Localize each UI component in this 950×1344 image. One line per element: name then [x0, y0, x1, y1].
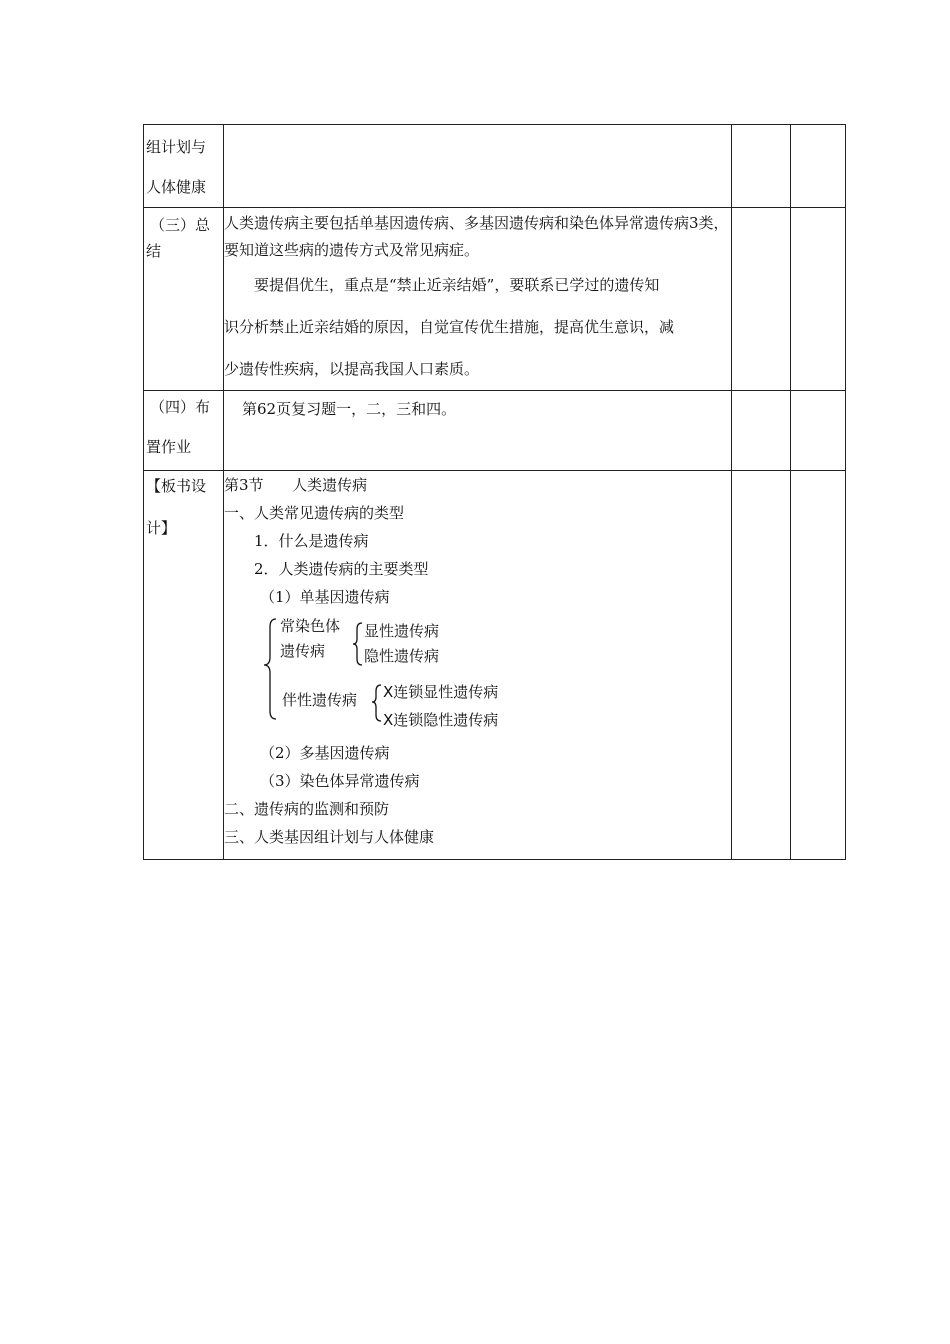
- diagram-label-dominant: 显性遗传病: [364, 622, 440, 640]
- diagram-label-x-recessive: X连锁隐性遗传病: [383, 711, 499, 729]
- outer-brace: [264, 619, 276, 719]
- board-line: 二、遗传病的监测和预防: [224, 800, 390, 818]
- row-label-cell: [144, 208, 224, 391]
- summary-paragraph-2: 要提倡优生，重点是“禁止近亲结婚”，要联系已学过的遗传知: [254, 276, 660, 294]
- diagram-label-x-dominant: X连锁显性遗传病: [383, 683, 499, 701]
- row-label: （四）布 置作业: [146, 398, 211, 456]
- table-row: [144, 125, 846, 208]
- lesson-table: [143, 124, 846, 860]
- diagram-label-autosomal-2: 遗传病: [280, 642, 326, 660]
- summary-cell: 人类遗传病主要包括单基因遗传病、多基因遗传病和染色体异常遗传病3类，要知道这些病的遗传方式及常见病症。 要提倡优生，重点是“禁止近亲结婚”，要联系已学过的遗传知 识分析禁止近亲结婚的原因，自觉宣传优生措施，提高优生意识，减 少遗传性疾病，以提高我国人口素质。: [224, 208, 732, 391]
- board-line: 1．什么是遗传病: [254, 532, 369, 550]
- summary-paragraph: 人类遗传病主要包括单基因遗传病、多基因遗传病和染色体异常遗传病3类，要知道这些病的遗传方式及常见病症。: [224, 214, 729, 259]
- inner-brace-autosomal: [353, 623, 362, 665]
- homework-text: 第62页复习题一，二，三和四。: [242, 400, 457, 418]
- row-label: 组计划与 人体健康: [146, 138, 207, 196]
- board-design-cell: [224, 471, 732, 860]
- board-line: （2）多基因遗传病: [260, 744, 390, 762]
- board-line: 2．人类遗传病的主要类型: [254, 560, 429, 578]
- row-label: 【板书设 计】: [146, 477, 207, 537]
- board-title: 第3节 人类遗传病: [224, 476, 368, 494]
- diagram-label-recessive: 隐性遗传病: [364, 647, 440, 665]
- homework-cell: [224, 391, 732, 471]
- empty-cell: [732, 471, 791, 860]
- board-line: （1）单基因遗传病: [260, 588, 390, 606]
- table-row: [144, 391, 846, 471]
- board-line: 三、人类基因组计划与人体健康: [224, 828, 435, 846]
- row-label-cell: [144, 471, 224, 860]
- empty-cell: [791, 471, 846, 860]
- diagram-label-autosomal: 常染色体: [280, 617, 341, 635]
- table-row: [144, 471, 846, 860]
- content-cell: [224, 125, 732, 208]
- row-label-cell: [144, 125, 224, 208]
- empty-cell: [791, 125, 846, 208]
- empty-cell: [732, 208, 791, 391]
- empty-cell: [732, 391, 791, 471]
- table-row: [144, 208, 846, 391]
- diagram-label-sexlinked: 伴性遗传病: [282, 691, 358, 709]
- inner-brace-sexlinked: [372, 685, 381, 721]
- board-line: （3）染色体异常遗传病: [260, 772, 420, 790]
- empty-cell: [791, 208, 846, 391]
- row-label: （三）总 结: [146, 216, 211, 260]
- empty-cell: [791, 391, 846, 471]
- empty-cell: [732, 125, 791, 208]
- board-line: 一、人类常见遗传病的类型: [224, 504, 405, 522]
- row-label-cell: [144, 391, 224, 471]
- classification-diagram: [264, 613, 524, 739]
